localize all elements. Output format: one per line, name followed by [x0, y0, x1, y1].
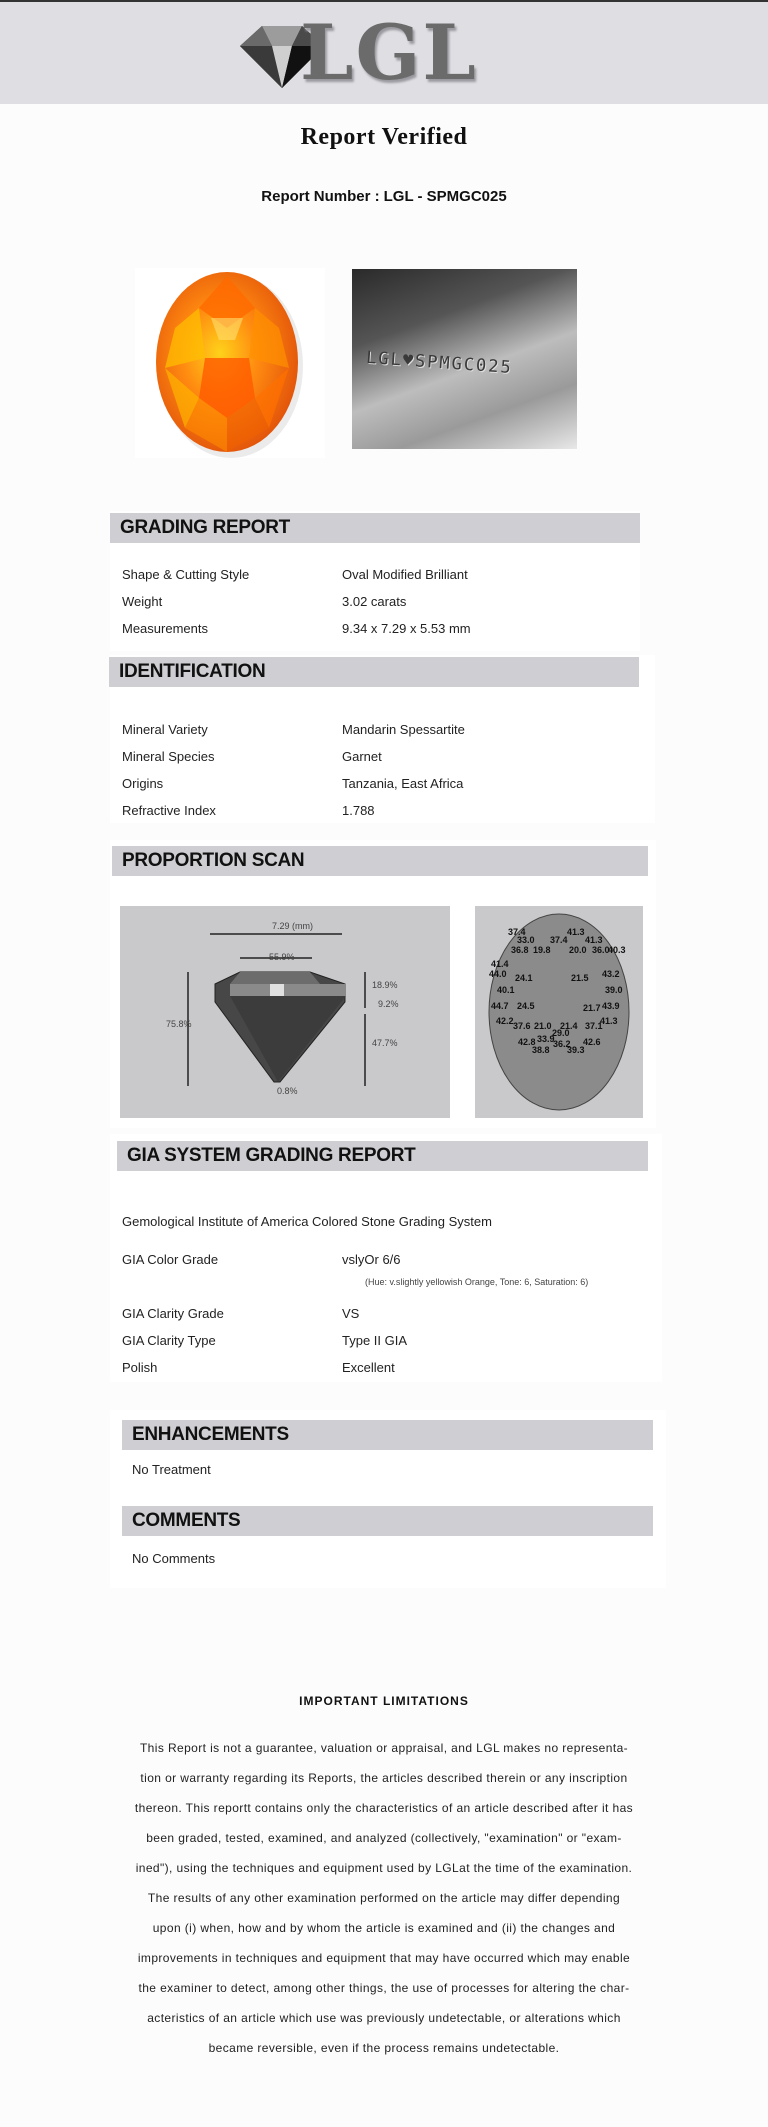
limitations-line: been graded, tested, examined, and analyzed (collectively, "examination" or "exam-: [146, 1831, 622, 1845]
top-view-value: 40.3: [608, 945, 626, 955]
comments-heading: COMMENTS: [122, 1506, 653, 1536]
limitations-text: [118, 1733, 650, 2063]
limitations-line: upon (i) when, how and by whom the article is examined and (ii) the changes and: [152, 1921, 616, 1935]
inscription-text: LGL♥SPMGC025: [365, 347, 514, 379]
top-view-value: 42.6: [583, 1037, 601, 1047]
top-view-value: 41.4: [491, 959, 509, 969]
enhancements-heading: ENHANCEMENTS: [122, 1420, 653, 1450]
limitations-line: became reversible, even if the process remains undetectable.: [208, 2041, 560, 2055]
top-view-value: 24.5: [517, 1001, 535, 1011]
report-number: [0, 188, 768, 205]
total-depth-label: 75.8%: [166, 1019, 192, 1029]
top-view-value: 39.3: [567, 1045, 585, 1055]
top-view-value: 19.8: [533, 945, 551, 955]
limitations-line: improvements in techniques and equipment that may have occurred which may enable: [137, 1951, 631, 1965]
limitations-line: tion or warranty regarding its Reports, the articles described therein or any inscription: [140, 1771, 628, 1785]
limitations-line: This Report is not a guarantee, valuation or appraisal, and LGL makes no representa-: [139, 1741, 629, 1755]
gia-heading: GIA SYSTEM GRADING REPORT: [117, 1141, 648, 1171]
site-header: [0, 2, 768, 104]
width-label: 7.29 (mm): [272, 921, 314, 931]
top-view-value: 37.1: [585, 1021, 603, 1031]
limitations-line: acteristics of an article which use was previously undetectable, or alterations which: [147, 2011, 621, 2025]
limitations-line: thereon. This reportt contains only the characteristics of an article described after it has: [134, 1801, 634, 1815]
inscription-photo: [352, 269, 577, 449]
top-view-value: 43.9: [602, 1001, 620, 1011]
culet-label: 0.8%: [277, 1086, 298, 1096]
top-view-value: 37.4: [550, 935, 568, 945]
brand-logo-text: LGL: [300, 8, 478, 97]
top-view-value: 36.2: [553, 1039, 571, 1049]
top-view-value: 21.0: [534, 1021, 552, 1031]
top-view-value: 41.3: [567, 927, 585, 937]
crown-height-label: 18.9%: [372, 980, 398, 990]
limitations-line: the examiner to detect, among other things, the use of processes for altering the char-: [138, 1981, 630, 1995]
table-label: 55.9%: [269, 952, 295, 962]
report-number-value: LGL - SPMGC025: [383, 188, 507, 205]
proportion-scan-heading: PROPORTION SCAN: [112, 846, 648, 876]
pavilion-depth-label: 47.7%: [372, 1038, 398, 1048]
top-view-value: 36.8: [511, 945, 529, 955]
top-view-value: 41.3: [585, 935, 603, 945]
report-number-label: Report Number :: [261, 188, 380, 205]
gem-photo: [135, 268, 325, 458]
limitations-line: The results of any other examination performed on the article may differ depending: [147, 1891, 621, 1905]
gia-color-note: (Hue: v.slightly yellowish Orange, Tone: 6, Saturation: 6): [365, 1277, 589, 1287]
profile-diagram: [120, 906, 450, 1118]
top-view-value: 41.3: [600, 1016, 618, 1026]
top-view-value: 36.0: [592, 945, 610, 955]
page-title: Report Verified: [300, 124, 468, 150]
limitations-line: ined"), using the techniques and equipment used by LGLat the time of the examination.: [135, 1861, 633, 1875]
top-view-value: 21.5: [571, 973, 589, 983]
grading-report-heading: GRADING REPORT: [110, 513, 640, 543]
top-view-value: 29.0: [552, 1028, 570, 1038]
top-view-value: 33.9: [537, 1034, 555, 1044]
top-view-value: 37.6: [513, 1021, 531, 1031]
top-view-diagram: [475, 906, 643, 1118]
girdle-label: 9.2%: [378, 999, 399, 1009]
identification-heading: IDENTIFICATION: [109, 657, 639, 687]
top-view-value: 38.8: [532, 1045, 550, 1055]
top-view-value: 42.8: [518, 1037, 536, 1047]
limitations-heading: IMPORTANT LIMITATIONS: [299, 1694, 469, 1708]
top-view-value: 21.7: [583, 1003, 601, 1013]
top-view-value: 40.1: [497, 985, 515, 995]
top-view-value: 37.4: [508, 927, 526, 937]
top-view-value: 33.0: [517, 935, 535, 945]
top-view-value: 21.4: [560, 1021, 578, 1031]
top-view-value: 42.2: [496, 1016, 514, 1026]
top-view-value: 39.0: [605, 985, 623, 995]
top-view-value: 44.7: [491, 1001, 509, 1011]
top-view-value: 24.1: [515, 973, 533, 983]
top-view-value: 20.0: [569, 945, 587, 955]
top-view-value: 43.2: [602, 969, 620, 979]
top-view-value: 44.0: [489, 969, 507, 979]
